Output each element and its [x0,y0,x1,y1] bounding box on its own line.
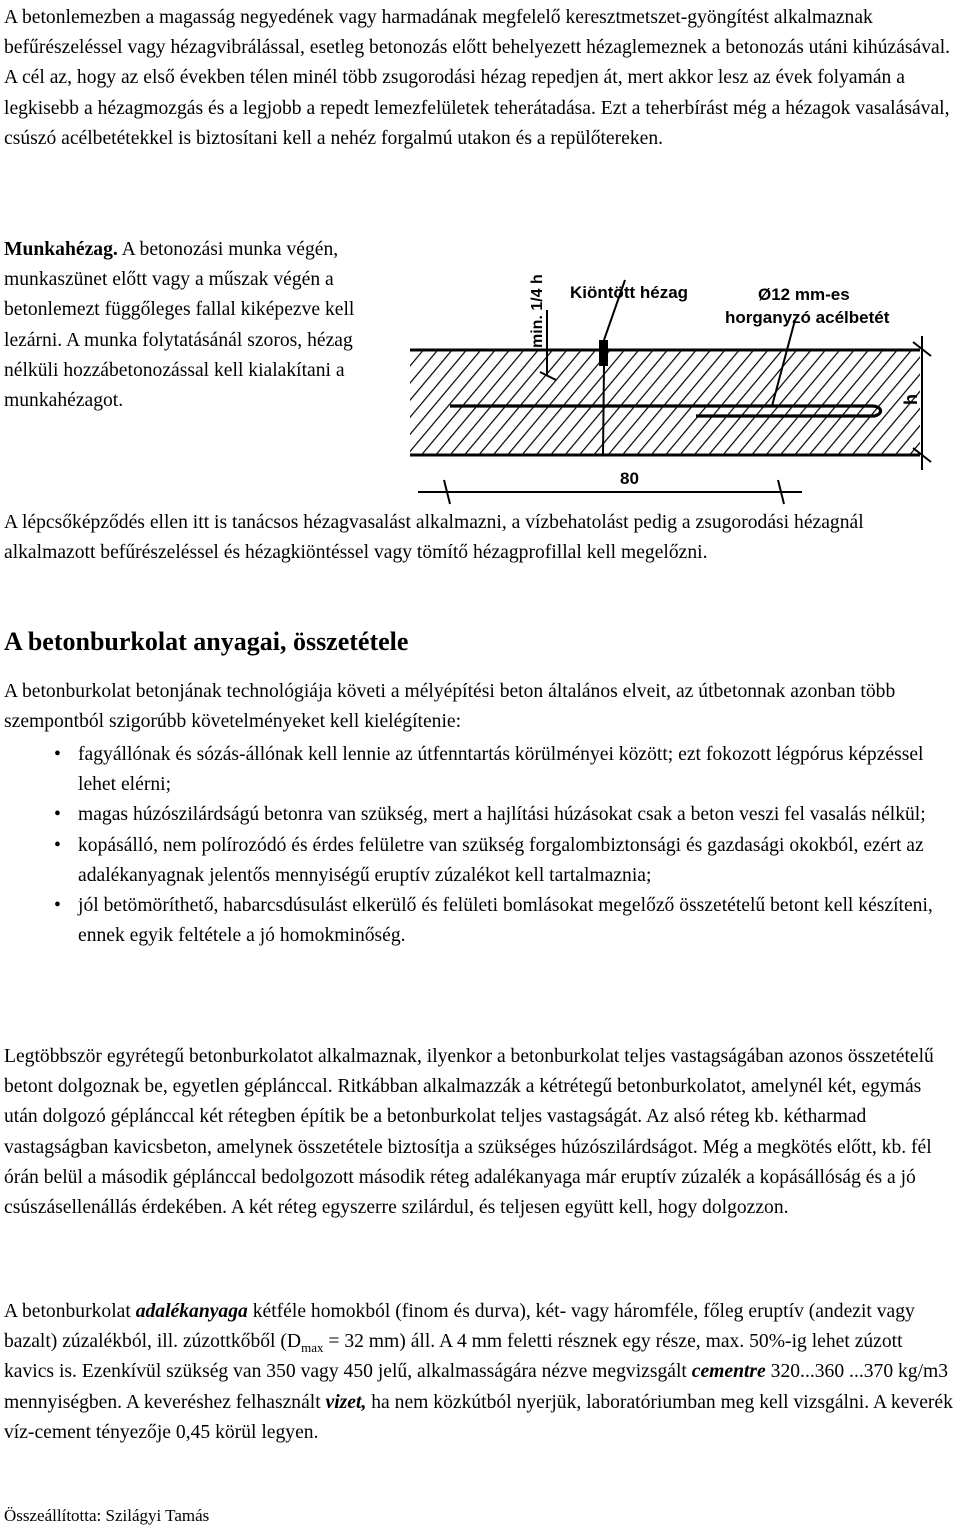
construction-joint-paragraph [4,235,394,416]
depth-label: min. 1/4 h [529,274,546,348]
bullet: • [54,804,61,826]
joint-label: Kiöntött hézag [570,283,689,302]
list-item [4,740,944,800]
list-item [4,891,944,951]
list-item-text: magas húzószilárdságú betonra van szükség, mert a hajlítási húzásokat csak a beton veszi fel vasalás nélkül; [78,804,926,826]
bar-label-1: Ø12 mm-es [758,285,850,304]
construction-joint-title: Munkahézag. [4,239,118,260]
aggregate-text-1: A betonburkolat [4,1301,136,1322]
list-item [4,831,944,891]
aggregate-text-2: kétféle homokból (finom és durva), két- vagy háromféle, főleg eruptív (andezit vagy bazalt) zúzalékból, ill. zúzottkőből (D [4,1301,915,1353]
slab-hatch [410,350,920,455]
bullet: • [54,895,61,917]
bullet: • [54,834,61,856]
requirements-list [4,740,944,951]
construction-joint-text: A betonozási munka végén, munkaszünet előtt vagy a műszak végén a betonlemezt függőleges fallal kiképezve kell lezárni. A munka folytatásánál szoros, hézag nélküli hozzábetonozással kell kialakítani a munkahézagot. [4,239,355,412]
h-label: h [901,394,921,405]
aggregate-text-5: ha nem közkútból nyerjük, laboratóriumban meg kell vizsgálni. A keverék víz-cement tényezője 0,45 körül legyen. [4,1391,953,1443]
stepping-paragraph: A lépcsőképződés ellen itt is tanácsos hézagvasalást alkalmazni, a vízbehatolást pedig a zsugorodási hézagnál alkalmazott befűrészeléssel és hézagkiöntéssel vagy tömítő hézagprofillal kell megelőzni. [4,512,864,564]
joint-crack [603,366,604,455]
list-item-text: jól betömöríthető, habarcsdúsulást elkerülő és felületi bomlásokat megelőző összetételű betont kell készíteni, ennek egyik feltétele a jó homokminőség. [78,895,933,947]
bullet: • [54,744,61,765]
bar-label-2: horganyzó acélbetét [725,308,890,327]
cement-keyword: cementre [691,1361,766,1383]
dmax-subscript: max [301,1340,324,1356]
footer-author: Összeállította: Szilágyi Tamás [4,1506,210,1525]
aggregate-text-4: 320...360 ...370 kg/m3 mennyiségben. A keveréshez felhasznált [4,1361,949,1413]
joint-figure [400,240,960,510]
water-keyword: vizet, [325,1391,367,1413]
layers-paragraph: Legtöbbször egyrétegű betonburkolatot alkalmaznak, ilyenkor a betonburkolat teljes vastagságában azonos összetételű betont dolgoznak be, egyetlen géplánccal. Ritkábban alkalmazzák a kétrétegű betonburkolatot, amelynél két, egymás után dolgozó géplánccal két rétegben építik be a betonburkolat teljes vastagságát. Az alsó réteg kb. kétharmad vastagságban kavicsbeton, amelynek összetétele biztosítja a szükséges húzószilárdságot. Még a megkötés előtt, kb. fél órán belül a második géplánccal bedolgozott második réteg adalékanyaga már eruptív zúzalék a kopásállóság és a jó csúszásellenállás érdekében. A két réteg egyszerre szilárdul, és teljesen együtt kell, hogy dolgozzon. [4,1046,934,1219]
aggregate-text-3: = 32 mm) áll. A 4 mm feletti résznek egy része, max. 50%-ig lehet zúzott kavics is. Ezenkívül szükség van 350 vagy 450 jelű, alkalmasságára nézve megvizsgált [4,1331,903,1383]
joint-fill [599,340,608,366]
section-heading: A betonburkolat anyagai, összetétele [4,627,409,656]
list-item [4,800,944,830]
list-item-text: kopásálló, nem polírozódó és érdes felületre van szükség forgalombiztonsági és gazdasági okokból, ezért az adalékanyagnak jelentős mennyiségű eruptív zúzalékot kell tartalmaznia; [78,834,924,886]
dim-80-label: 80 [620,469,639,488]
aggregate-keyword: adalékanyaga [135,1301,248,1322]
list-item-text: fagyállónak és sózás-állónak kell lennie az útfenntartás körülményei között; ezt fokozott légpórus képzéssel lehet elérni; [78,744,924,796]
requirements-intro: A betonburkolat betonjának technológiája követi a mélyépítési beton általános elveit, az útbetonnak azonban több szempontból szigorúbb követelményeket kell kielégítenie: [4,681,896,733]
aggregate-paragraph [4,1297,954,1448]
intro-paragraph: A betonlemezben a magasság negyedének vagy harmadának megfelelő keresztmetszet-gyöngítést alkalmaznak befűrészeléssel vagy hézagvibrálással, esetleg betonozás előtt behelyezett hézaglemeznek a betonozás utáni kihúzásával. A cél az, hogy az első években télen minél több zsugorodási hézag repedjen át, mert akkor lesz az évek folyamán a legkisebb a hézagmozgás és a legjobb a repedt lemezfelületek teherátadása. Ezt a teherbírást még a hézagok vasalásával, csúszó acélbetétekkel is biztosítani kell a nehéz forgalmú utakon és a repülőtereken. [4,7,951,149]
